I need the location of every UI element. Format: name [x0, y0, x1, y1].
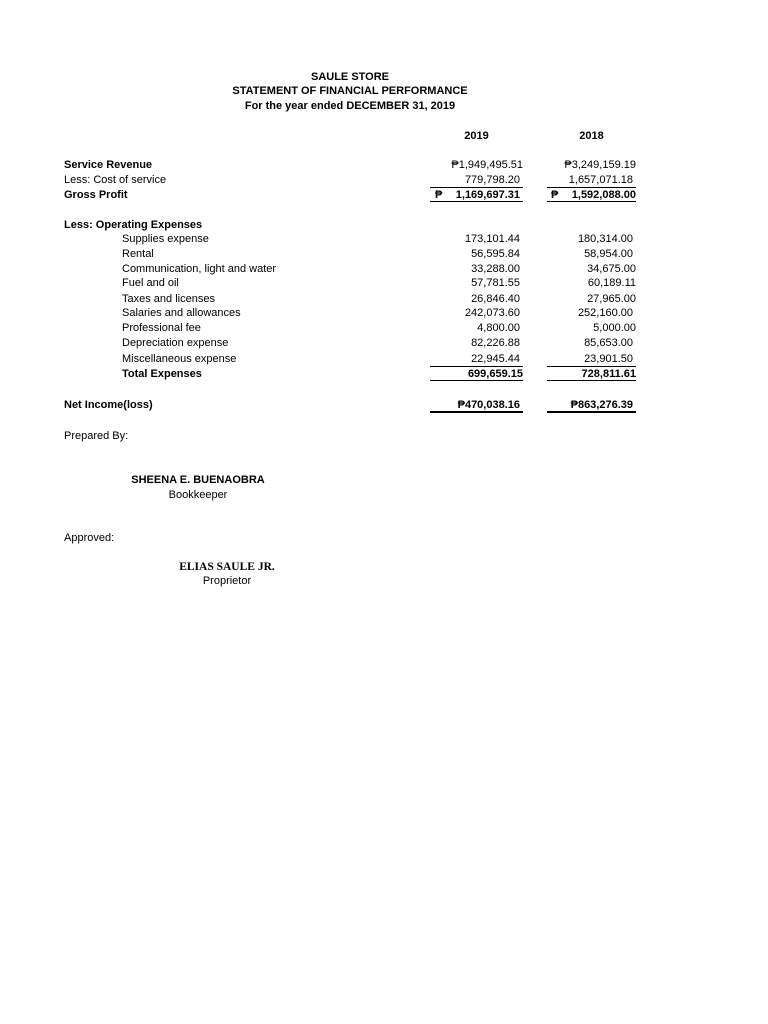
service-revenue-2018: ₱3,249,159.19 — [564, 159, 636, 171]
expense-label: Communication, light and water — [122, 263, 277, 275]
cost-of-service-label: Less: Cost of service — [64, 174, 167, 186]
expense-2018: 5,000.00 — [593, 322, 636, 334]
column-header-2019: 2019 — [464, 130, 489, 142]
net-income-2018: ₱863,276.39 — [570, 399, 633, 411]
net-income-rule-2019 — [430, 411, 523, 413]
service-revenue-label: Service Revenue — [64, 159, 153, 171]
cost-of-service-2018: 1,657,071.18 — [568, 174, 633, 186]
expense-2019: 22,945.44 — [471, 353, 520, 365]
expense-2019: 242,073.60 — [464, 307, 520, 319]
column-header-2018: 2018 — [579, 130, 604, 142]
expense-2019: 33,288.00 — [471, 263, 520, 275]
statement-period: For the year ended DECEMBER 31, 2019 — [244, 100, 456, 112]
gross-profit-rule-2018 — [547, 201, 636, 202]
expense-label: Salaries and allowances — [122, 307, 241, 319]
net-income-rule-2018 — [547, 411, 636, 413]
company-name: SAULE STORE — [310, 71, 390, 83]
approved-label: Approved: — [64, 532, 115, 544]
expense-label: Rental — [122, 248, 154, 260]
expense-label: Supplies expense — [122, 233, 209, 245]
expense-2018: 34,675.00 — [587, 263, 636, 275]
expense-2018: 58,954.00 — [584, 248, 633, 260]
expense-2019: 56,595.84 — [471, 248, 520, 260]
expense-2018: 252,160.00 — [577, 307, 633, 319]
net-income-2019: ₱470,038.16 — [457, 399, 520, 411]
total-expenses-rule-2019 — [430, 380, 523, 381]
cost-of-service-2019: 779,798.20 — [464, 174, 520, 186]
prepared-by-label: Prepared By: — [64, 430, 129, 442]
gross-profit-2018: 1,592,088.00 — [571, 189, 636, 201]
expense-2018: 60,189.11 — [587, 277, 636, 289]
expense-label: Professional fee — [122, 322, 201, 334]
expense-2019: 26,846.40 — [471, 293, 520, 305]
expense-2019: 57,781.55 — [471, 277, 520, 289]
gross-profit-currency-2018: ₱ — [551, 189, 559, 201]
total-expenses-rule-2018 — [547, 380, 636, 381]
expense-2019: 82,226.88 — [471, 337, 520, 349]
expense-label: Fuel and oil — [122, 277, 179, 289]
gross-profit-2019: 1,169,697.31 — [455, 189, 520, 201]
expense-2019: 173,101.44 — [464, 233, 520, 245]
total-expenses-label: Total Expenses — [122, 368, 202, 380]
expense-label: Taxes and licenses — [122, 293, 215, 305]
expense-2019: 4,800.00 — [477, 322, 520, 334]
gross-profit-currency-2019: ₱ — [435, 189, 443, 201]
preparer-title: Bookkeeper — [168, 489, 228, 501]
gross-profit-label: Gross Profit — [64, 189, 128, 201]
operating-expenses-heading: Less: Operating Expenses — [64, 219, 203, 231]
approver-name: ELIAS SAULE JR. — [179, 561, 275, 573]
statement-title: STATEMENT OF FINANCIAL PERFORMANCE — [232, 85, 468, 97]
net-income-label: Net Income(loss) — [64, 399, 153, 411]
preparer-name: SHEENA E. BUENAOBRA — [131, 474, 265, 486]
gross-profit-rule-2019 — [430, 201, 523, 202]
expense-2018: 23,901.50 — [584, 353, 633, 365]
expense-2018: 180,314.00 — [577, 233, 633, 245]
expense-2018: 85,653.00 — [584, 337, 633, 349]
approver-title: Proprietor — [202, 575, 252, 587]
total-expenses-2018: 728,811.61 — [581, 368, 636, 380]
expense-2018: 27,965.00 — [587, 293, 636, 305]
expense-label: Depreciation expense — [122, 337, 229, 349]
service-revenue-2019: ₱1,949,495.51 — [451, 159, 523, 171]
total-expenses-2019: 699,659.15 — [467, 368, 523, 380]
expense-label: Miscellaneous expense — [122, 353, 237, 365]
